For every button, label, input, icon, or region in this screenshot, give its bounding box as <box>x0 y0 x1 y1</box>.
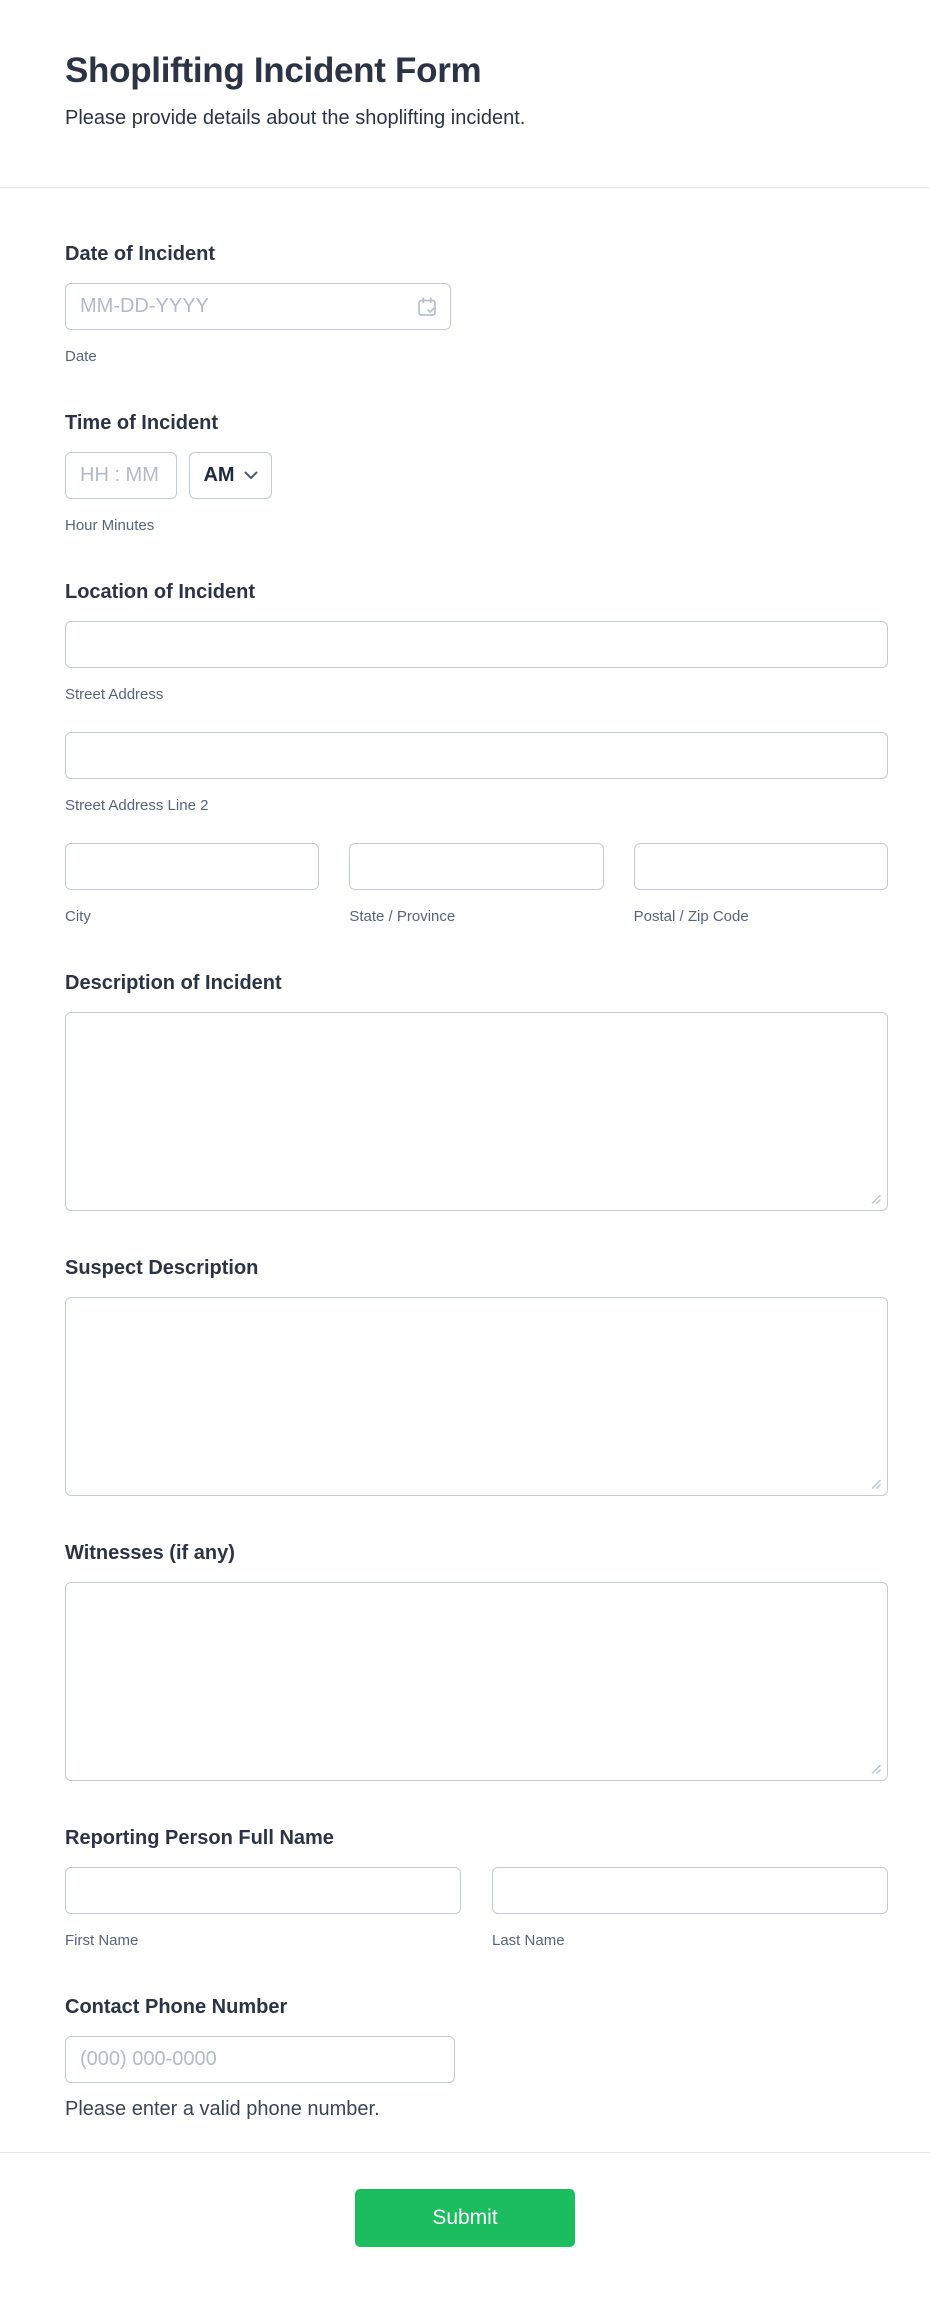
last-name-sublabel: Last Name <box>492 1932 565 1949</box>
page-title: Shoplifting Incident Form <box>65 51 482 90</box>
witnesses-label: Witnesses (if any) <box>65 1542 235 1564</box>
time-of-incident-label: Time of Incident <box>65 412 218 434</box>
field-location-of-incident <box>65 579 888 926</box>
last-name-subfield <box>492 1867 888 1950</box>
field-suspect-description <box>65 1255 888 1496</box>
form-body <box>0 188 930 2152</box>
street-address-input[interactable] <box>65 621 888 668</box>
field-witnesses <box>65 1540 888 1781</box>
city-input[interactable] <box>65 843 319 890</box>
date-input-wrap <box>65 283 451 330</box>
phone-input[interactable] <box>65 2036 455 2083</box>
date-sublabel: Date <box>65 348 97 365</box>
chevron-down-icon <box>244 471 258 480</box>
description-textarea-wrap <box>65 1012 888 1211</box>
resize-handle-icon[interactable] <box>869 1762 882 1775</box>
time-row <box>65 452 888 499</box>
phone-help-text: Please enter a valid phone number. <box>65 2098 380 2120</box>
witnesses-textarea[interactable] <box>65 1582 888 1781</box>
date-input[interactable] <box>65 283 451 330</box>
postal-sublabel: Postal / Zip Code <box>633 908 749 925</box>
suspect-textarea-wrap <box>65 1297 888 1496</box>
description-textarea[interactable] <box>65 1012 888 1211</box>
time-input[interactable] <box>65 452 177 499</box>
resize-handle-icon[interactable] <box>869 1192 882 1205</box>
first-name-input[interactable] <box>65 1867 461 1914</box>
contact-phone-label: Contact Phone Number <box>65 1996 288 2018</box>
postal-subfield <box>634 843 888 926</box>
calendar-icon[interactable] <box>416 296 438 318</box>
time-sublabel: Hour Minutes <box>65 517 155 534</box>
city-state-postal-row <box>65 843 888 926</box>
street-address-subfield <box>65 621 888 704</box>
first-name-subfield <box>65 1867 461 1950</box>
field-date-of-incident <box>65 241 888 366</box>
date-of-incident-label: Date of Incident <box>65 243 216 265</box>
ampm-select[interactable] <box>189 452 272 499</box>
city-sublabel: City <box>65 908 91 925</box>
first-name-sublabel: First Name <box>65 1932 139 1949</box>
reporting-person-label: Reporting Person Full Name <box>65 1827 334 1849</box>
last-name-input[interactable] <box>492 1867 888 1914</box>
field-reporting-person <box>65 1825 888 1950</box>
city-subfield <box>65 843 319 926</box>
state-sublabel: State / Province <box>349 908 456 925</box>
resize-handle-icon[interactable] <box>869 1477 882 1490</box>
submit-button[interactable]: Submit <box>355 2189 575 2247</box>
field-time-of-incident <box>65 410 888 535</box>
state-subfield <box>349 843 603 926</box>
ampm-selected-value: AM <box>203 464 235 486</box>
suspect-description-label: Suspect Description <box>65 1257 259 1279</box>
submit-row <box>0 2153 930 2299</box>
state-input[interactable] <box>349 843 603 890</box>
field-description-of-incident <box>65 970 888 1211</box>
street-address-sublabel: Street Address <box>65 686 164 703</box>
witnesses-textarea-wrap <box>65 1582 888 1781</box>
form-header <box>0 0 930 187</box>
field-contact-phone <box>65 1994 888 2119</box>
street-address2-sublabel: Street Address Line 2 <box>65 797 209 814</box>
street-address2-input[interactable] <box>65 732 888 779</box>
description-label: Description of Incident <box>65 972 282 994</box>
name-row <box>65 1867 888 1950</box>
street-address2-subfield <box>65 732 888 815</box>
suspect-description-textarea[interactable] <box>65 1297 888 1496</box>
location-label: Location of Incident <box>65 581 255 603</box>
page-subtitle: Please provide details about the shoplifting incident. <box>65 107 526 129</box>
postal-input[interactable] <box>634 843 888 890</box>
